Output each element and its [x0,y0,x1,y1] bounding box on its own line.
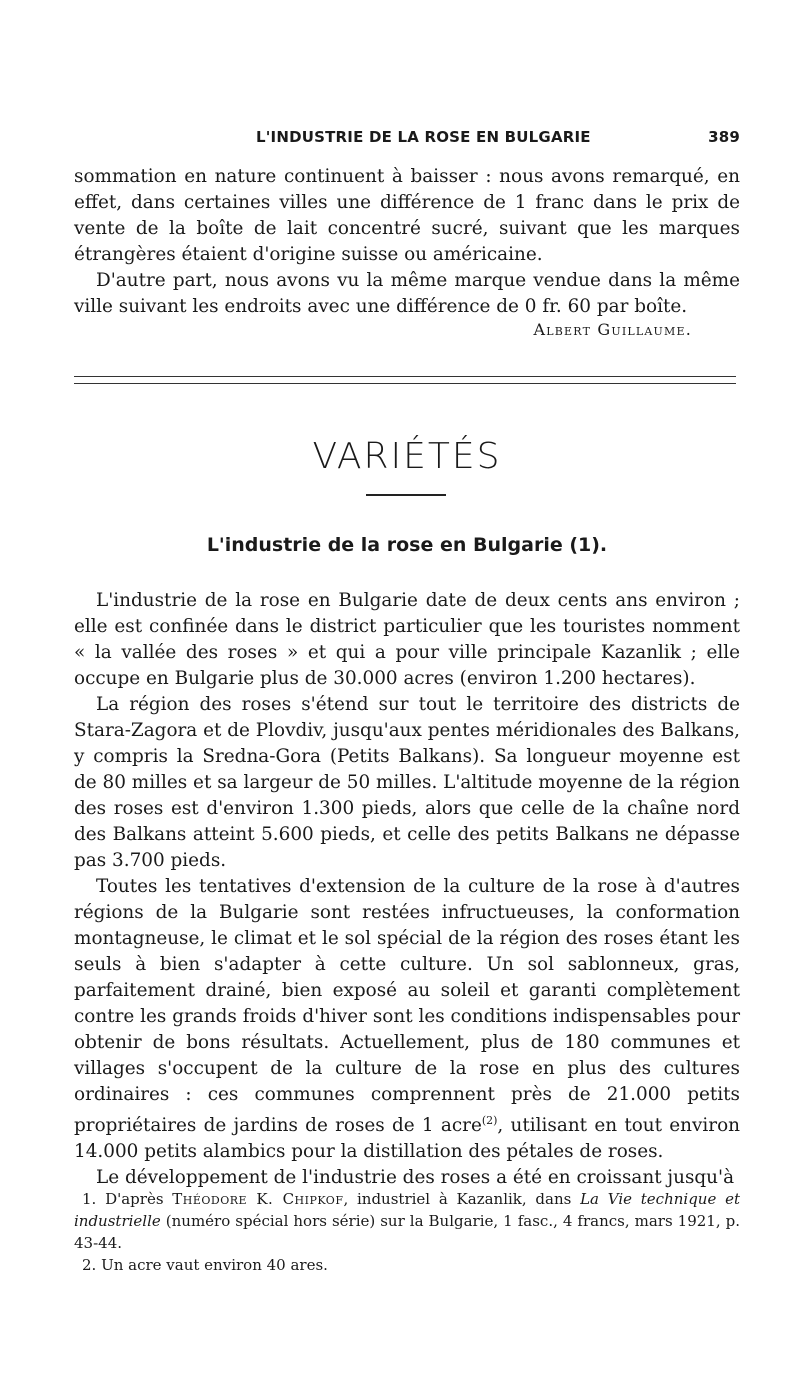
footnote-lead: 1. D'après [82,1190,173,1208]
footnote-text: , industriel à Kazanlik, dans [343,1190,581,1208]
footnote [74,1188,740,1254]
footnote-text: (numéro spécial hors série) sur la Bulgarie, 1 fasc., 4 francs, mars 1921, p. 43-44. [74,1212,740,1252]
article-title-text: L'industrie de la rose en Bulgarie [206,534,563,556]
paragraph-text: , utilisant en tout environ 14.000 petits alambics pour la distillation des pétales de roses. [74,1115,740,1163]
footnote: 2. Un acre vaut environ 40 ares. [82,1256,328,1274]
paragraph-text: Toutes les tentatives d'extension de la culture de la rose à d'autres régions de la Bulgarie sont restées infructueuses, la conformation montagneuse, le climat et le sol spécial de la région des roses étant les seuls à bien s'adapter à cette culture. Un sol sablonneux, gras, parfaitement drainé, bien exposé au soleil et garanti complètement contre les grands froids d'hiver sont les conditions indispensables pour obtenir de bons résultats. Actuellement, plus de 180 communes et villages s'occupent de la culture de la rose en plus des cultures ordinaires : ces communes comprennent près de 21.000 petits propriétaires de jardins de roses de 1 acre [74,876,740,1137]
running-head-title: L'INDUSTRIE DE LA ROSE EN BULGARIE [256,128,591,146]
paragraph: La région des roses s'étend sur tout le territoire des districts de Stara-Zagora et de Plovdiv, jusqu'aux pentes méridionales des Balkans, y compris la Sredna-Gora (Petits Balkans). Sa longueur moyenne est de 80 milles et sa largeur de 50 milles. L'altitude moyenne de la région des roses est d'environ 1.300 pieds, alors que celle de la chaîne nord des Balkans atteint 5.600 pieds, et celle des petits Balkans ne dépasse pas 3.700 pieds. [74,694,740,871]
paragraph: Le développement de l'industrie des roses a été en croissant jusqu'à [96,1167,735,1189]
section-divider [74,376,736,384]
footnote-author: Théodore K. Chipkof [172,1190,344,1208]
previous-article-ending [74,164,740,320]
page-number: 389 [708,128,740,146]
footnote-ref: (2) [481,1114,498,1127]
paragraph: D'autre part, nous avons vu la même marque vendue dans la même ville suivant les endroits avec une différence de 0 fr. 60 par boîte. [74,270,740,317]
article-title [74,534,740,556]
author-signature: Albert Guillaume. [533,320,692,339]
paragraph: sommation en nature continuent à baisser : nous avons remarqué, en effet, dans certaines villes une différence de 1 franc dans le prix de vente de la boîte de lait concentré sucré, suivant que les marques étrangères étaient d'origine suisse ou américaine. [74,166,740,265]
footnotes [74,1188,740,1276]
footnote-journal: La Vie technique et industrielle [74,1190,740,1230]
running-head [74,128,740,152]
title-rule [366,494,446,496]
paragraph [74,874,740,1165]
paragraph: L'industrie de la rose en Bulgarie date de deux cents ans environ ; elle est confinée dans le district particulier que les touristes nomment « la vallée des roses » et qui a pour ville principale Kazanlik ; elle occupe en Bulgarie plus de 30.000 acres (environ 1.200 hectares). [74,590,740,689]
section-title: VARIÉTÉS [312,436,502,477]
article-body [74,588,740,1191]
article-title-note: (1). [569,534,608,556]
